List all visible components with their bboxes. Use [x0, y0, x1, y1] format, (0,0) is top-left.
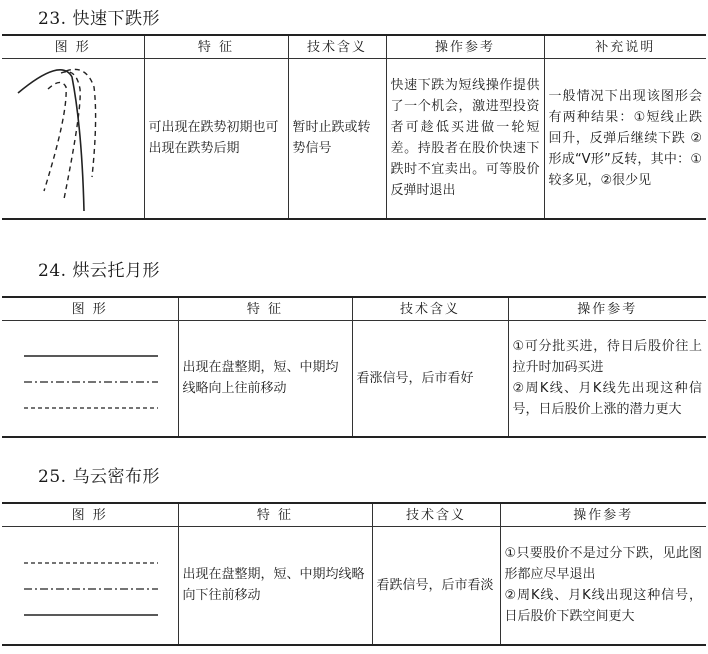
header-figure: 图 形 [2, 297, 178, 321]
header-meaning: 技术含义 [288, 35, 386, 59]
short-ma-line [61, 72, 80, 199]
pattern-table-23 [2, 34, 706, 220]
dark-cloud-diagram [6, 535, 176, 635]
operation-text: 快速下跌为短线操作提供了一个机会，激进型投资者可趁低买进做一轮短差。持股者在股价快速下跌时不宜卖出。可等股价反弹时退出 [390, 78, 540, 199]
figure-cell [2, 527, 178, 645]
notes-cell [544, 59, 706, 219]
notes-text: 一般情况下出现该图形会有两种结果：①短线止跌回升，反弹后继续下跌 ②形成“V形”反转，其中：①较多见，②很少见 [548, 88, 702, 188]
table-header-row [2, 297, 706, 321]
header-meaning: 技术含义 [372, 503, 500, 527]
header-features: 特 征 [178, 297, 352, 321]
header-meaning: 技术含义 [352, 297, 508, 321]
meaning-cell: 看跌信号，后市看淡 [372, 527, 500, 645]
table-header-row [2, 503, 706, 527]
operation-item: ①只要股价不是过分下跌，见此图形都应尽早退出 [504, 546, 702, 583]
mid-ma-line [66, 70, 96, 178]
table-header-row [2, 35, 706, 59]
bright-moon-diagram [6, 328, 176, 428]
operation-cell [508, 321, 706, 437]
figure-cell [2, 321, 178, 437]
header-operation: 操作参考 [500, 503, 706, 527]
operation-item: ②周K线、月K线先出现这种信号，日后股价上涨的潜力更大 [512, 381, 702, 418]
pattern-table-25 [2, 502, 706, 646]
price-line [18, 70, 84, 211]
features-cell: 出现在盘整期，短、中期均线略向上往前移动 [178, 321, 352, 437]
operation-cell [386, 59, 544, 219]
section-title-23: 23. 快速下跌形 [38, 9, 160, 29]
header-operation: 操作参考 [386, 35, 544, 59]
operation-item: ②周K线、月K线出现这种信号，日后股价下跌空间更大 [504, 588, 702, 625]
table-row [2, 59, 706, 219]
rapid-decline-diagram [6, 59, 146, 217]
features-cell: 可出现在跌势初期也可出现在跌势后期 [144, 59, 288, 219]
pattern-table-24 [2, 296, 706, 438]
features-cell: 出现在盘整期，短、中期均线略向下往前移动 [178, 527, 372, 645]
long-ma-line [44, 83, 66, 192]
meaning-cell: 看涨信号，后市看好 [352, 321, 508, 437]
section-title-25: 25. 乌云密布形 [38, 467, 160, 487]
header-figure: 图 形 [2, 35, 144, 59]
meaning-cell: 暂时止跌或转势信号 [288, 59, 386, 219]
header-operation: 操作参考 [508, 297, 706, 321]
header-notes: 补充说明 [544, 35, 706, 59]
table-row [2, 527, 706, 645]
section-title-24: 24. 烘云托月形 [38, 261, 160, 281]
figure-cell [2, 59, 144, 219]
operation-item: ①可分批买进，待日后股价往上拉升时加码买进 [512, 339, 702, 376]
header-features: 特 征 [144, 35, 288, 59]
table-row [2, 321, 706, 437]
header-figure: 图 形 [2, 503, 178, 527]
header-features: 特 征 [178, 503, 372, 527]
operation-cell [500, 527, 706, 645]
